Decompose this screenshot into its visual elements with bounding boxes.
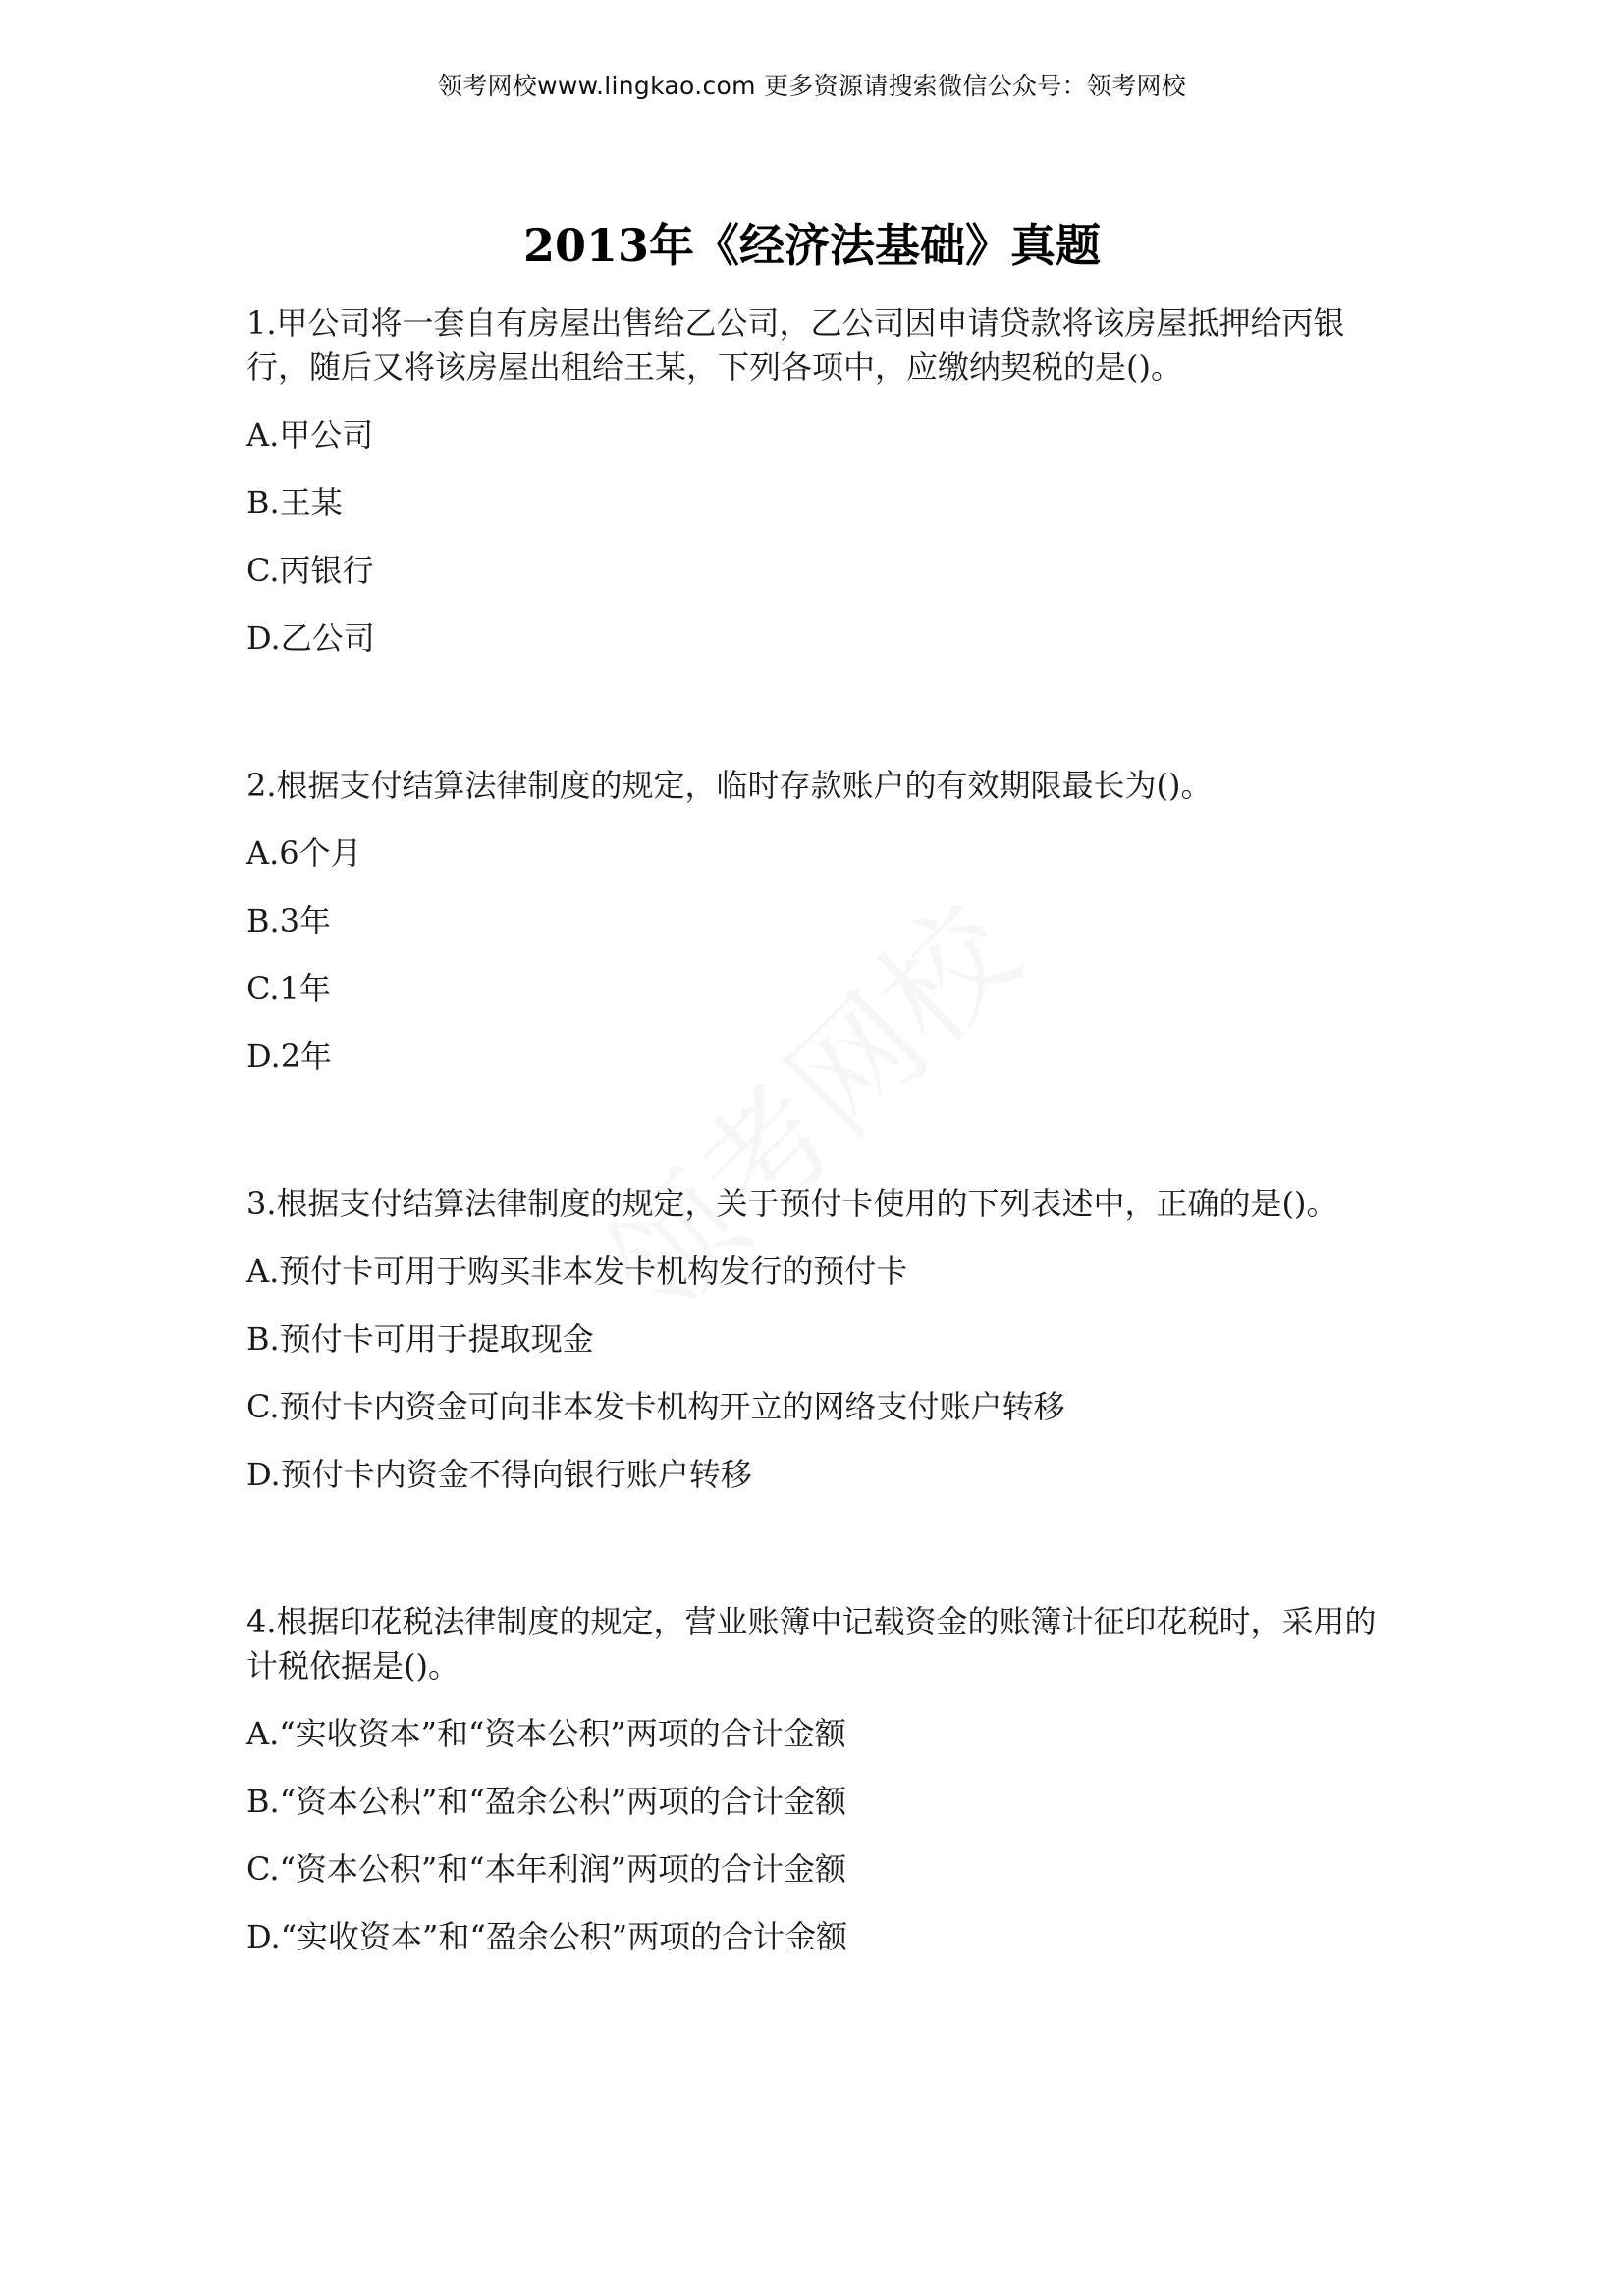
page-header: 领考网校www.lingkao.com 更多资源请搜索微信公众号：领考网校 bbox=[437, 72, 1187, 100]
option-a: A.6个月 bbox=[246, 834, 362, 872]
option-d: D.预付卡内资金不得向银行账户转移 bbox=[246, 1456, 752, 1493]
option-b: B.王某 bbox=[246, 484, 343, 521]
option-b: B.预付卡可用于提取现金 bbox=[246, 1320, 594, 1358]
option-d: D.乙公司 bbox=[246, 619, 375, 657]
option-a: A.甲公司 bbox=[246, 416, 374, 454]
option-d: D.“实收资本”和“盈余公积”两项的合计金额 bbox=[246, 1918, 848, 1955]
option-c: C.预付卡内资金可向非本发卡机构开立的网络支付账户转移 bbox=[246, 1388, 1065, 1425]
question-text: 3.根据支付结算法律制度的规定，关于预付卡使用的下列表述中，正确的是()。 bbox=[246, 1185, 1338, 1222]
option-b: B.3年 bbox=[246, 902, 332, 939]
page-title: 2013年《经济法基础》真题 bbox=[522, 219, 1102, 272]
question-3 bbox=[246, 1182, 1385, 1497]
option-a: A.预付卡可用于购买非本发卡机构发行的预付卡 bbox=[246, 1253, 908, 1290]
question-1 bbox=[246, 301, 1385, 661]
question-text: 1.甲公司将一套自有房屋出售给乙公司，乙公司因申请贷款将该房屋抵押给丙银行，随后又将该房屋出租给王某，下列各项中，应缴纳契税的是()。 bbox=[246, 304, 1345, 386]
option-d: D.2年 bbox=[246, 1038, 333, 1075]
option-c: C.1年 bbox=[246, 970, 331, 1007]
question-text: 2.根据支付结算法律制度的规定，临时存款账户的有效期限最长为()。 bbox=[246, 767, 1213, 804]
option-c: C.丙银行 bbox=[246, 552, 374, 589]
option-b: B.“资本公积”和“盈余公积”两项的合计金额 bbox=[246, 1783, 847, 1820]
question-text: 4.根据印花税法律制度的规定，营业账簿中记载资金的账簿计征印花税时，采用的计税依据是()。 bbox=[246, 1603, 1377, 1684]
question-list bbox=[246, 301, 1385, 2062]
question-4 bbox=[246, 1600, 1385, 1959]
question-2 bbox=[246, 764, 1385, 1079]
option-a: A.“实收资本”和“资本公积”两项的合计金额 bbox=[246, 1715, 846, 1752]
option-c: C.“资本公积”和“本年利润”两项的合计金额 bbox=[246, 1850, 846, 1888]
